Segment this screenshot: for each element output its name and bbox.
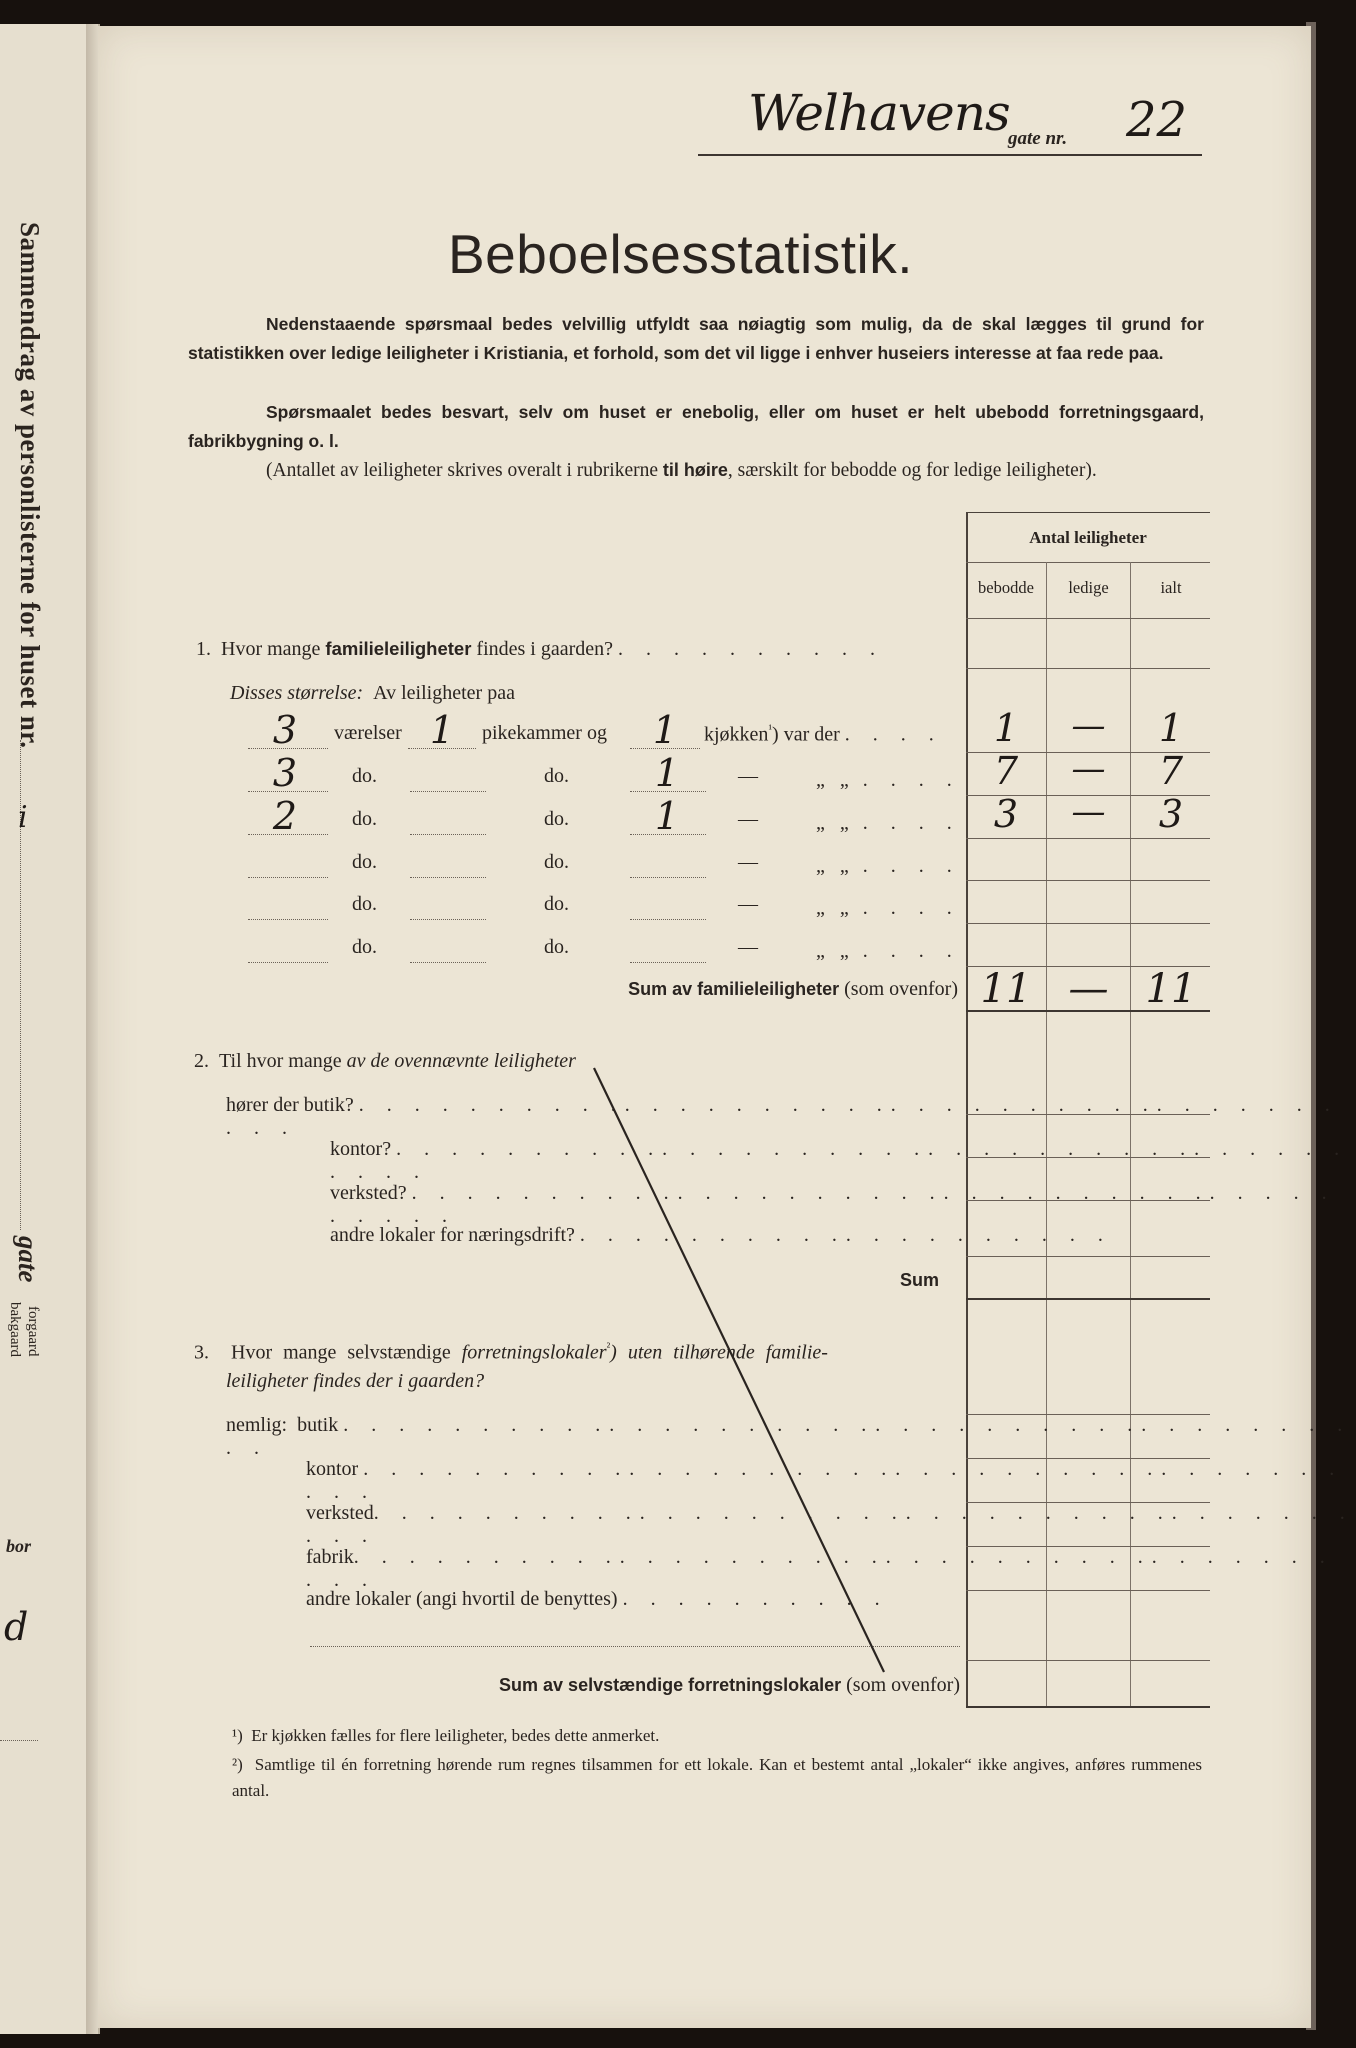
q1-sizes-label: Disses størrelse: Av leiligheter paa <box>230 682 515 704</box>
label-do-2: do. <box>544 893 569 915</box>
label-do: do. <box>352 808 377 830</box>
label-kjokken: kjøkken$^{^1}$) var der . . . . <box>704 722 943 746</box>
label-vaerelser: værelser <box>334 722 402 744</box>
ialt-value: 7 <box>1158 749 1184 793</box>
rooms-value: 2 <box>272 794 298 838</box>
label-do: do. <box>352 893 377 915</box>
margin-forgaard: forgaard <box>25 1306 41 1357</box>
q2-butik: hører der butik? . . . . . . . . . .. . . . . . . . . .. . . . . . . . . .. . . . . . . . . . <box>226 1094 1339 1139</box>
q3-andre: andre lokaler (angi hvortil de benyttes) . . . . . . . . . . <box>306 1588 889 1610</box>
label-ditto: „ „ . . . . <box>816 769 961 791</box>
label-dash: — <box>738 936 758 958</box>
ialt-value: 3 <box>1158 792 1184 836</box>
sum-ialt: 11 <box>1145 966 1197 1012</box>
intro-paragraph-2: Spørsmaalet bedes besvart, selv om huset er enebolig, eller om huset er helt ubebodd forretningsgaard, fabrikbygning o. l. <box>188 402 1204 451</box>
margin-vertical-title: Sammendrag av personlisterne for huset nr. <box>15 222 45 749</box>
q2-verksted: verksted? . . . . . . . . . .. . . . . . . . . .. . . . . . . . . .. . . . . . . . . . <box>330 1182 1336 1227</box>
sum-ledige: — <box>1068 966 1109 1012</box>
label-ditto: „ „ . . . . <box>816 812 961 834</box>
label-dash: — <box>738 893 758 915</box>
q3-fabrik: fabrik. . . . . . . . . .. . . . . . . . . .. . . . . . . . . .. . . . . . . . . . <box>306 1546 1334 1591</box>
q3-kontor: kontor . . . . . . . . . .. . . . . . . . . .. . . . . . . . . .. . . . . . . . . . <box>306 1458 1344 1503</box>
street-handwritten: Welhavens <box>748 84 1010 142</box>
label-do-2: do. <box>544 851 569 873</box>
kitchen-value: 1 <box>654 794 680 838</box>
label-do: do. <box>352 851 377 873</box>
margin-hand-i: i <box>18 800 28 835</box>
intro-paragraph-1: Nedenstaaende spørsmaal bedes velvillig utfyldt saa nøiagtig som mulig, da de skal lægges til grund for statistikken over ledige leiligheter i Kristiania, et forhold, som det vil ligge i enhver huseiers interesse at faa rede paa. <box>188 314 1204 363</box>
header-bebodde: bebodde <box>978 578 1034 597</box>
label-do: do. <box>352 765 377 787</box>
label-do-2: do. <box>544 765 569 787</box>
bebodde-value: 3 <box>993 792 1019 836</box>
label-ditto: „ „ . . . . <box>816 940 961 962</box>
rooms-value: 3 <box>272 708 298 752</box>
header-ledige: ledige <box>1068 578 1109 597</box>
kitchen-value: 1 <box>654 751 680 795</box>
gate-nr-label: gate nr. <box>1008 128 1068 149</box>
intro-paragraph-3: (Antallet av leiligheter skrives overalt i rubrikerne til høire, særskilt for bebodde og for ledige leiligheter). <box>266 460 1097 481</box>
maid-value: 1 <box>429 708 455 752</box>
q3-sum-label: Sum av selvstændige forretningslokaler (som ovenfor) <box>499 1674 960 1696</box>
q2-kontor: kontor? . . . . . . . . . .. . . . . . . . . .. . . . . . . . . .. . . . . . . . . . <box>330 1138 1349 1183</box>
label-do-2: do. <box>544 936 569 958</box>
ledige-value: — <box>1071 706 1106 746</box>
margin-bor: bor <box>6 1536 32 1556</box>
page-title: Beboelsesstatistik. <box>448 223 913 285</box>
header-ialt: ialt <box>1160 578 1182 597</box>
margin-hand-d: d <box>4 1605 29 1649</box>
q3-verksted: verksted. . . . . . . . . .. . . . . . . . . .. . . . . . . . . .. . . . . . . . . . <box>306 1502 1354 1547</box>
label-do-2: do. <box>544 808 569 830</box>
kitchen-value: 1 <box>652 708 678 752</box>
q2-text: 2. Til hvor mange av de ovennævnte leiligheter <box>194 1050 576 1072</box>
q3-text-2: leiligheter findes der i gaarden? <box>226 1370 485 1392</box>
ledige-value: — <box>1071 749 1106 789</box>
bebodde-value: 1 <box>993 706 1019 750</box>
bebodde-value: 7 <box>993 749 1019 793</box>
sum-bebodde: 11 <box>980 966 1032 1012</box>
label-pikekammer: pikekammer og <box>482 722 607 744</box>
margin-bakgaard: bakgaard <box>7 1302 23 1357</box>
ledige-value: — <box>1071 792 1106 832</box>
q2-andre: andre lokaler for næringsdrift? . . . . . . . . . .. . . . . . . . . . <box>330 1224 1112 1246</box>
ialt-value: 1 <box>1158 706 1184 750</box>
label-ditto: „ „ . . . . <box>816 897 961 919</box>
q2-sum: Sum <box>900 1270 940 1290</box>
q3-nemlig-butik: nemlig: butik . . . . . . . . . .. . . . . . . . . .. . . . . . . . . .. . . . . . . . . . <box>226 1414 1352 1459</box>
header-antal: Antal leiligheter <box>1029 528 1147 547</box>
q1-sum-label: Sum av familieleiligheter (som ovenfor) <box>628 978 958 1000</box>
label-dash: — <box>738 851 758 873</box>
label-ditto: „ „ . . . . <box>816 855 961 877</box>
footnote-2: ²) Samtlige til én forretning hørende rum regnes tilsammen for ett lokale. Kan et bestemt antal „lokaler“ ikke angives, anføres rummenes antal. <box>232 1755 1203 1800</box>
label-do: do. <box>352 936 377 958</box>
q1-text: 1. Hvor mange familieleiligheter findes i gaarden? . . . . . . . . . . <box>196 638 885 660</box>
rooms-value: 3 <box>272 751 298 795</box>
q3-text: 3. Hvor mange selvstændige forretningslokaler$^{^2}$) uten tilhørende familie- <box>194 1340 828 1364</box>
footnote-1: ¹) Er kjøkken fælles for flere leiligheter, bedes dette anmerket. <box>232 1726 660 1745</box>
label-dash: — <box>738 765 758 787</box>
margin-gate: gate <box>13 1236 43 1283</box>
label-dash: — <box>738 808 758 830</box>
house-number-handwritten: 22 <box>1126 92 1188 148</box>
